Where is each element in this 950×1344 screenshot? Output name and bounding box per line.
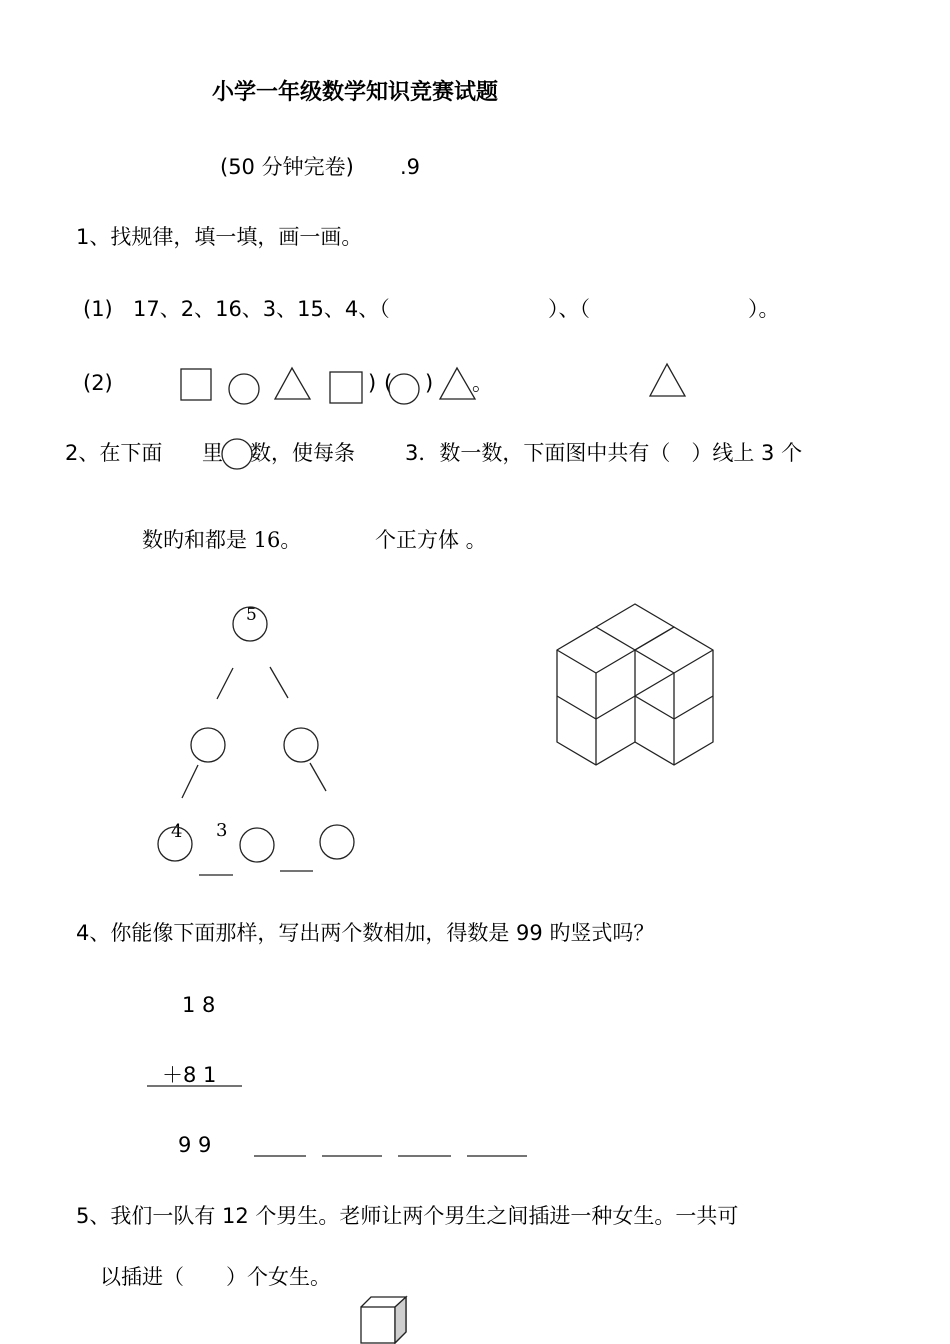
q1-part1-end: ）。	[748, 297, 780, 321]
q2-line2: 数旳和都是 16。	[142, 528, 302, 552]
triangle-shape-3	[650, 364, 685, 396]
tree-circle-right	[284, 728, 318, 762]
q4-addend1: 1 8	[182, 993, 216, 1017]
q2-line1-b: 里	[202, 441, 223, 465]
circle-inline-icon	[222, 439, 252, 469]
q1-part1-label: (1)	[83, 297, 113, 321]
tree-line	[217, 668, 233, 699]
tree-line	[182, 765, 198, 798]
tree-circle-top	[233, 607, 267, 641]
triangle-shape-1	[275, 368, 310, 399]
tree-circle-bottom-1	[158, 827, 192, 861]
tree-line	[310, 763, 326, 791]
circle-shape-1	[229, 374, 259, 404]
subtitle-duration: (50 分钟完卷)	[220, 155, 354, 179]
tree-circle-bottom-3	[320, 825, 354, 859]
tree-circle-bottom-2	[240, 828, 274, 862]
q1-part1-sequence: 17、2、16、3、15、4、（	[133, 297, 390, 321]
subtitle-suffix: .9	[400, 155, 421, 179]
q5-line2: 以插进（ ）个女生。	[100, 1265, 331, 1289]
q2-line1-c: 数，使每条	[250, 441, 355, 465]
page-title: 小学一年级数学知识竞赛试题	[212, 80, 499, 105]
q3-line2: 个正方体 。	[375, 528, 487, 552]
tree-line	[270, 667, 288, 698]
small-cube-side	[395, 1297, 406, 1343]
q1-heading: 1、找规律，填一填，画一画。	[76, 225, 363, 249]
cube-stack-figure	[557, 604, 713, 765]
q1-part2-paren-a: )	[368, 371, 377, 395]
tree-bottom-mid-number: 3	[216, 820, 228, 841]
square-shape-2	[330, 372, 362, 403]
tree-bottom-left-number: 4	[171, 821, 183, 842]
q3-line1: 3．数一数，下面图中共有（ ）线上 3 个	[405, 441, 803, 465]
triangle-shape-2	[440, 368, 475, 399]
q2-line1-a: 2、在下面	[65, 441, 163, 465]
q1-part2-paren-c: )	[425, 371, 434, 395]
square-shape-1	[181, 369, 211, 400]
q1-part2-paren-b: (	[384, 371, 393, 395]
circle-shape-2	[389, 374, 419, 404]
tree-circle-left	[191, 728, 225, 762]
q1-part2-end: 。	[472, 371, 493, 395]
q4-heading: 4、你能像下面那样，写出两个数相加，得数是 99 旳竖式吗？	[76, 921, 655, 945]
tree-top-number: 5	[246, 605, 257, 625]
q4-sum: 9 9	[178, 1133, 212, 1157]
q5-line1: 5、我们一队有 12 个男生。老师让两个男生之间插进一种女生。一共可	[76, 1204, 739, 1228]
q1-part1-mid: ）、（	[548, 297, 590, 321]
q1-part2-label: (2)	[83, 371, 113, 395]
q4-addend2: ＋8 1	[162, 1063, 217, 1087]
